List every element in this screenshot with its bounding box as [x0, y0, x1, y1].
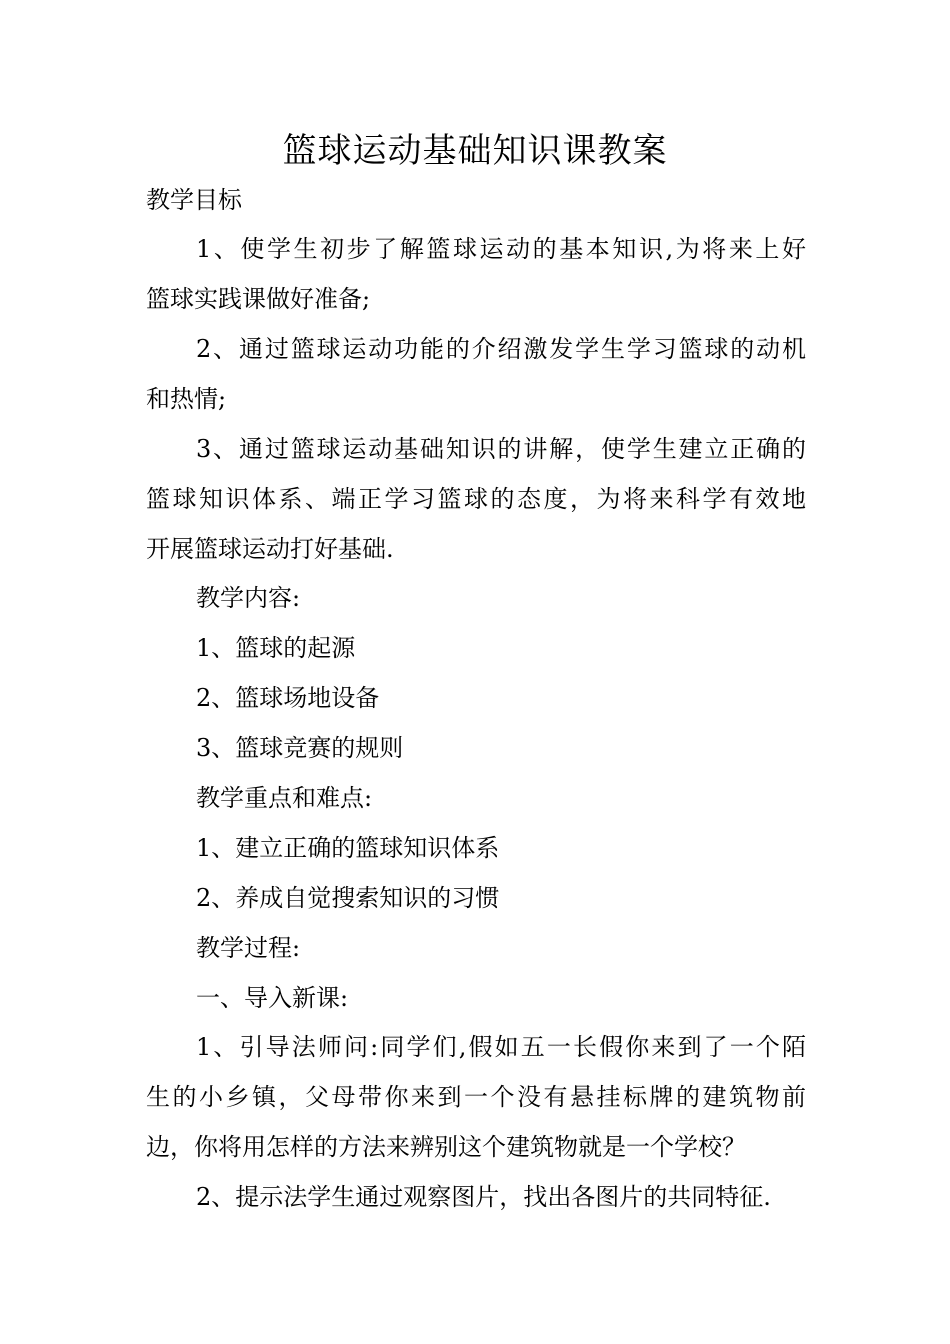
section-heading-objectives: 教学目标 [146, 186, 242, 214]
text-line: 边，你将用怎样的方法来辨别这个建筑物就是一个学校？ [146, 1133, 746, 1161]
text-line: 篮球知识体系、端正学习篮球的态度，为将来科学有效地 [146, 485, 806, 513]
process-paragraph-1 [146, 1022, 806, 1172]
key-points-heading: 教学重点和难点: [196, 784, 373, 812]
content-heading: 教学内容: [196, 584, 301, 612]
text-line: 1、使学生初步了解篮球运动的基本知识,为将来上好 [196, 235, 806, 263]
process-paragraph-2 [146, 1172, 806, 1222]
key-point-item: 2、养成自觉搜索知识的习惯 [196, 884, 500, 912]
objective-paragraph-2 [146, 324, 806, 424]
text-line: 1、引导法师问:同学们,假如五一长假你来到了一个陌 [196, 1033, 806, 1061]
objective-paragraph-1 [146, 224, 806, 324]
text-line: 3、通过篮球运动基础知识的讲解，使学生建立正确的 [196, 435, 806, 463]
content-item: 1、篮球的起源 [196, 634, 356, 662]
content-item: 3、篮球竞赛的规则 [196, 734, 404, 762]
text-line: 开展篮球运动打好基础. [146, 535, 394, 563]
process-heading: 教学过程: [196, 934, 301, 962]
text-line: 2、通过篮球运动功能的介绍激发学生学习篮球的动机 [196, 335, 806, 363]
process-step-heading: 一、导入新课: [196, 984, 349, 1012]
page-title: 篮球运动基础知识课教案 [282, 131, 668, 171]
objective-paragraph-3 [146, 424, 806, 574]
text-line: 和热情; [146, 385, 227, 413]
text-line: 生的小乡镇，父母带你来到一个没有悬挂标牌的建筑物前 [146, 1083, 806, 1111]
content-item: 2、篮球场地设备 [196, 684, 380, 712]
key-point-item: 1、建立正确的篮球知识体系 [196, 834, 500, 862]
text-line: 篮球实践课做好准备; [146, 285, 371, 313]
text-line: 2、提示法学生通过观察图片，找出各图片的共同特征. [196, 1183, 771, 1211]
